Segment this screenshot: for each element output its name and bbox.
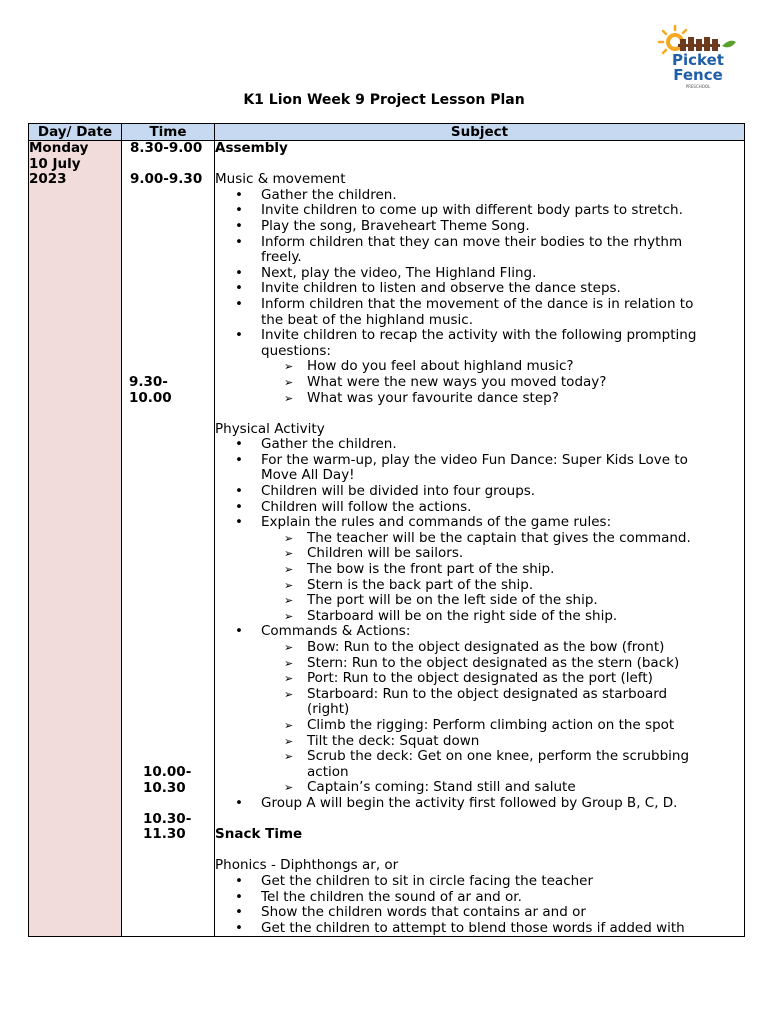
sub-list-item: ➢ Starboard will be on the right side of the ship. [284,607,618,624]
sub-list-item: ➢ Bow: Run to the object designated as the bow (front) [284,639,665,655]
time-slot: 10.30- [143,810,192,827]
sub-list-item: ➢ Starboard: Run to the object designated as starboard [284,685,668,702]
sub-list-item: ➢ Children will be sailors. [284,545,464,562]
list-item: • Show the children words that contains ar and or [235,904,586,921]
list-item: • Inform children that the movement of the dance is in relation to [235,295,694,312]
time-slot: 8.30-9.00 [130,140,203,156]
page-title: K1 Lion Week 9 Project Lesson Plan [243,92,525,108]
logo-line2: Fence [673,66,723,84]
list-item: • Inform children that they can move their bodies to the rhythm [235,233,683,250]
list-item: • Get the children to sit in circle facing the teacher [235,872,594,889]
assembly-heading: Assembly [215,140,288,156]
sub-list-item-continuation: action [307,763,349,780]
list-item: • For the warm-up, play the video Fun Dance: Super Kids Love to [235,451,688,468]
arrow-bullet-icon: ➢ [284,656,294,670]
time-slot: 9.00-9.30 [130,171,203,188]
list-item-continuation: questions: [261,342,331,359]
list-item-continuation: Move All Day! [261,467,355,484]
list-item: • Gather the children. [235,186,397,203]
header-day-date: Day/ Date [29,124,122,141]
arrow-bullet-icon: ➢ [284,609,294,623]
day-date: 10 July [29,155,81,172]
sub-list-item-continuation: (right) [307,701,350,718]
arrow-bullet-icon: ➢ [284,687,294,701]
day-date-cell [29,141,122,937]
time-slot: 10.30 [143,779,186,796]
list-item: • Children will follow the actions. [235,498,472,515]
sub-list-item: ➢ Stern: Run to the object designated as the stern (back) [284,654,680,671]
leaf-icon [722,41,736,48]
list-item: • Gather the children. [235,436,397,453]
time-slot: 9.30- [129,373,168,390]
time-cell [122,141,215,937]
arrow-bullet-icon: ➢ [284,531,294,545]
sub-list-item: ➢ The teacher will be the captain that gives the command. [284,529,691,546]
music-heading: Music & movement [215,171,346,188]
arrow-bullet-icon: ➢ [284,718,294,732]
sub-list-item: ➢ Port: Run to the object designated as the port (left) [284,670,653,687]
fence-icon [678,37,720,51]
arrow-bullet-icon: ➢ [284,391,294,405]
arrow-bullet-icon: ➢ [284,547,294,561]
list-item: • Group A will begin the activity first followed by Group B, C, D. [235,794,678,811]
list-item-continuation: freely. [261,249,302,266]
subject-cell [215,141,745,937]
list-item: • Tel the children the sound of ar and or. [235,888,522,905]
logo-line3: PRESCHOOL [685,84,711,89]
physical-heading: Physical Activity [215,420,325,437]
arrow-bullet-icon: ➢ [284,563,294,577]
list-item: • Commands & Actions: [235,623,411,640]
sub-list-item: ➢ How do you feel about highland music? [284,358,574,375]
list-item: • Play the song, Braveheart Theme Song. [235,217,530,234]
sub-list-item: ➢ What were the new ways you moved today? [284,373,607,390]
list-item-continuation: the beat of the highland music. [261,311,474,328]
sub-list-item: ➢ Climb the rigging: Perform climbing action on the spot [284,716,675,733]
sub-list-item: ➢ The port will be on the left side of the ship. [284,592,598,609]
header-time: Time [122,124,215,141]
header-subject: Subject [215,124,745,141]
list-item: • Next, play the video, The Highland Fling. [235,264,537,281]
arrow-bullet-icon: ➢ [284,781,294,795]
sub-list-item: ➢ Stern is the back part of the ship. [284,576,534,593]
logo-line1: Picket [672,51,724,69]
sub-list-item: ➢ Captain’s coming: Stand still and salute [284,779,576,796]
sub-list-item: ➢ Scrub the deck: Get on one knee, perform the scrubbing [284,748,690,765]
list-item: • Invite children to come up with different body parts to stretch. [235,202,683,219]
list-item: • Get the children to attempt to blend those words if added with [235,919,685,936]
day-year: 2023 [29,171,67,188]
arrow-bullet-icon: ➢ [284,375,294,389]
time-slot: 10.00- [143,763,192,780]
sub-list-item: ➢ The bow is the front part of the ship. [284,561,555,578]
sub-list-item: ➢ What was your favourite dance step? [284,389,559,406]
arrow-bullet-icon: ➢ [284,578,294,592]
list-item: • Explain the rules and commands of the game rules: [235,514,612,531]
arrow-bullet-icon: ➢ [284,734,294,748]
arrow-bullet-icon: ➢ [284,750,294,764]
phonics-heading: Phonics - Diphthongs ar, or [215,857,399,874]
list-item: • Invite children to recap the activity with the following prompting [235,327,697,344]
arrow-bullet-icon: ➢ [284,672,294,686]
time-slot: 11.30 [143,826,186,843]
table-row [29,141,745,937]
table-header-row [29,124,745,141]
sub-list-item: ➢ Tilt the deck: Squat down [284,732,480,749]
snack-heading: Snack Time [215,826,303,843]
day-name: Monday [29,140,89,156]
picket-fence-logo [650,22,742,92]
time-slot: 10.00 [129,389,172,406]
list-item: • Invite children to listen and observe the dance steps. [235,280,621,297]
arrow-bullet-icon: ➢ [284,594,294,608]
list-item: • Children will be divided into four groups. [235,483,536,500]
lesson-plan-table [28,123,745,937]
arrow-bullet-icon: ➢ [284,641,294,654]
arrow-bullet-icon: ➢ [284,360,294,374]
